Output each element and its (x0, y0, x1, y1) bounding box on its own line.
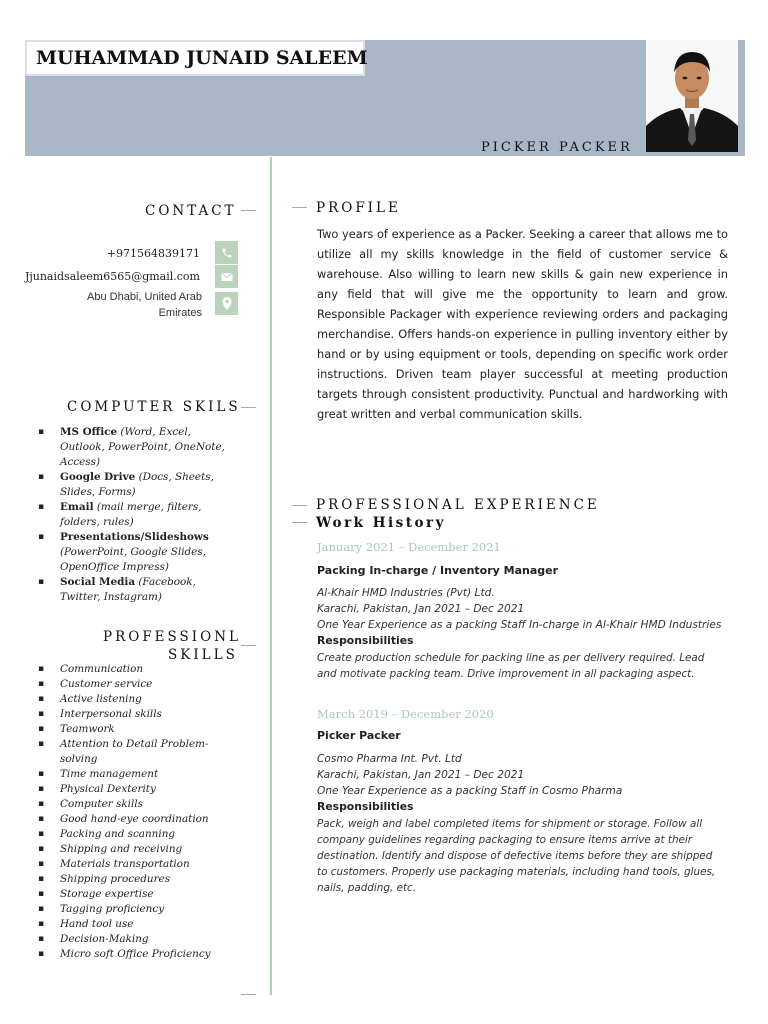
candidate-name: MUHAMMAD JUNAID SALEEM (36, 47, 368, 69)
list-item: ▪ Time management (38, 767, 238, 782)
list-item: ▪ Customer service (38, 677, 238, 692)
professional-skills-list (38, 662, 238, 962)
address-line-2: Emirates (158, 307, 202, 319)
list-item: ▪ Tagging proficiency (38, 902, 238, 917)
list-item: ▪ Email (mail merge, filters, folders, rules) (38, 500, 238, 530)
contact-title: CONTACT (145, 203, 237, 219)
list-item: ▪ Materials transportation (38, 857, 238, 872)
profile-title: PROFILE (316, 200, 401, 216)
work-history-dash (292, 522, 307, 523)
list-item: ▪ Communication (38, 662, 238, 677)
job-description: Create production schedule for packing line as per delivery required. Lead and motivate packing team. Drive improvement in all packaging aspect. (317, 652, 705, 680)
list-item: ▪ Google Drive (Docs, Sheets, Slides, Forms) (38, 470, 238, 500)
experience-dash (292, 505, 307, 506)
contact-dash (241, 210, 256, 211)
job-dates: March 2019 – December 2020 (317, 707, 494, 721)
job-location: Karachi, Pakistan, Jan 2021 – Dec 2021 (317, 769, 525, 781)
job-company: Cosmo Pharma Int. Pvt. Ltd (317, 753, 462, 765)
profile-summary: Two years of experience as a Packer. Seeking a career that allows me to utilize all my skills knowledge in the field of customer service & warehouse. Also willing to learn new skills & gain new experience in any field that will give me the opportunity to learn and grow. Responsible Packager with experience reviewing orders and packaging merchandise. Offers hands-on experience in pulling inventory either by hand or by using equipment or tools, depending on specific work order instructions. Driven team player successful at meeting production targets through consistent productivity. Punctual and hardworking with great written and verbal communication skills. (317, 227, 728, 421)
contact-address (40, 289, 202, 321)
work-history-title: Work History (316, 515, 446, 531)
professional-skills-title-line1: PROFESSIONL (103, 629, 241, 645)
phone-icon (215, 241, 238, 264)
list-item: ▪ Active listening (38, 692, 238, 707)
bottom-dash (241, 994, 256, 995)
contact-email[interactable]: Jjunaidsaleem6565@gmail.com (24, 270, 200, 283)
list-item: ▪ Attention to Detail Problem-solving (38, 737, 238, 767)
list-item: ▪ MS Office (Word, Excel, Outlook, PowerPoint, OneNote, Access) (38, 425, 238, 470)
list-item: ▪ Micro soft Office Proficiency (38, 947, 238, 962)
address-line-1: Abu Dhabi, United Arab (87, 291, 202, 303)
job-summary: One Year Experience as a packing Staff In-charge in Al-Khair HMD Industries (317, 619, 722, 631)
column-divider (270, 157, 272, 995)
list-item: ▪ Hand tool use (38, 917, 238, 932)
list-item: ▪ Storage expertise (38, 887, 238, 902)
job-dates: January 2021 – December 2021 (317, 540, 501, 554)
list-item: ▪ Teamwork (38, 722, 238, 737)
job-summary: One Year Experience as a packing Staff in Cosmo Pharma (317, 785, 623, 797)
job-position: Packing In-charge / Inventory Manager (317, 564, 559, 577)
job-responsibilities-label: Responsibilities (317, 800, 414, 813)
profile-dash (292, 207, 307, 208)
list-item: ▪ Presentations/Slideshows (PowerPoint, Google Slides, OpenOffice Impress) (38, 530, 238, 575)
location-pin-icon (215, 292, 238, 315)
list-item: ▪ Physical Dexterity (38, 782, 238, 797)
computer-skills-list (38, 425, 238, 605)
computer-skills-dash (241, 407, 256, 408)
profile-photo-image (646, 40, 738, 152)
list-item: ▪ Interpersonal skills (38, 707, 238, 722)
job-company: Al-Khair HMD Industries (Pvt) Ltd. (317, 587, 495, 599)
job-description: Pack, weigh and label completed items for shipment or storage. Follow all company guidelines regarding packaging to ensure items arrive at their destination. Identify and dispose of defective items before they are shipped to customers. Properly use packaging materials, including hand tools, glues, nails, padding, etc. (317, 818, 716, 894)
professional-skills-dash (241, 645, 256, 646)
name-box (25, 40, 368, 76)
list-item: ▪ Computer skills (38, 797, 238, 812)
professional-skills-title-line2: SKILLS (168, 647, 238, 663)
list-item: ▪ Decision-Making (38, 932, 238, 947)
profile-photo (646, 40, 738, 152)
job-location: Karachi, Pakistan, Jan 2021 – Dec 2021 (317, 603, 525, 615)
contact-phone: +971564839171 (106, 247, 200, 260)
computer-skills-title: COMPUTER SKILS (67, 399, 241, 415)
list-item: ▪ Packing and scanning (38, 827, 238, 842)
job-position: Picker Packer (317, 729, 401, 742)
job-responsibilities-label: Responsibilities (317, 634, 414, 647)
envelope-icon (215, 265, 238, 288)
list-item: ▪ Good hand-eye coordination (38, 812, 238, 827)
list-item: ▪ Social Media (Facebook, Twitter, Instagram) (38, 575, 238, 605)
list-item: ▪ Shipping and receiving (38, 842, 238, 857)
list-item: ▪ Shipping procedures (38, 872, 238, 887)
experience-title: PROFESSIONAL EXPERIENCE (316, 497, 600, 513)
job-title: PICKER PACKER (481, 140, 633, 155)
